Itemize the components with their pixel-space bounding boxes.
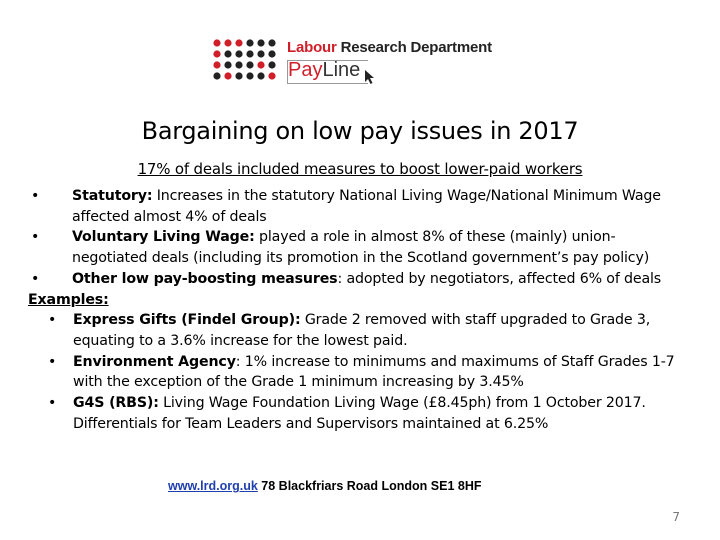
logo-dots-icon [212, 38, 278, 80]
payline-part1: Pay [288, 59, 323, 81]
example-text: Grade 2 removed with staff upgraded to Grade 3, equating to a 3.6% increase for the lowest paid. [73, 312, 651, 349]
logo [212, 38, 532, 88]
payline-wordmark [288, 58, 360, 82]
bullet-label: Voluntary Living Wage: [72, 229, 255, 246]
bullet-other-measures [28, 269, 688, 290]
footer-address: 78 Blackfriars Road London SE1 8HF [257, 479, 482, 493]
logo-org-part2: Research Department [340, 39, 492, 56]
bullet-statutory [28, 186, 688, 227]
example-label: Express Gifts (Findel Group): [73, 312, 301, 329]
example-label: Environment Agency [73, 353, 236, 370]
website-link[interactable]: www.lrd.org.uk [168, 479, 258, 493]
examples-heading: Examples: [28, 291, 109, 308]
page-number: 7 [672, 510, 680, 524]
footer [168, 479, 482, 493]
example-environment-agency [28, 352, 688, 393]
bullet-voluntary-living-wage [28, 227, 688, 268]
payline-part2: Line [322, 59, 361, 81]
logo-org-part1: Labour [287, 39, 341, 56]
bullet-icon: • [31, 188, 40, 204]
bullet-icon: • [48, 353, 57, 370]
bullet-text: : adopted by negotiators, affected 6% of deals [337, 270, 662, 287]
payline-logo [287, 57, 385, 85]
example-label: G4S (RBS): [73, 395, 159, 412]
bullet-label: Statutory: [72, 188, 153, 204]
example-text: : 1% increase to minimums and maximums of Staff Grades 1-7 with the exception of the Grade 1 minimum increasing by 3.45% [73, 353, 675, 391]
logo-organization-name [287, 39, 492, 56]
bullet-icon: • [31, 229, 40, 246]
cursor-arrow-icon [364, 69, 376, 85]
example-express-gifts [28, 310, 688, 351]
bullet-icon: • [31, 270, 40, 287]
bullet-icon: • [48, 312, 57, 329]
example-g4s [28, 393, 688, 434]
slide-body [28, 186, 688, 434]
bullet-label: Other low pay-boosting measures [72, 270, 338, 287]
bullet-text: Increases in the statutory National Living Wage/National Minimum Wage affected almost 4% of deals [72, 188, 661, 225]
bullet-icon: • [48, 395, 57, 412]
slide-title: Bargaining on low pay issues in 2017 [141, 117, 579, 145]
slide-subtitle: 17% of deals included measures to boost lower-paid workers [137, 160, 583, 178]
example-text: Living Wage Foundation Living Wage (£8.45ph) from 1 October 2017. Differentials for Team Leaders and Supervisors maintained at 6.25% [73, 395, 646, 432]
bullet-text: played a role in almost 8% of these (mainly) union-negotiated deals (including its promotion in the Scotland government’s pay policy) [72, 229, 650, 267]
